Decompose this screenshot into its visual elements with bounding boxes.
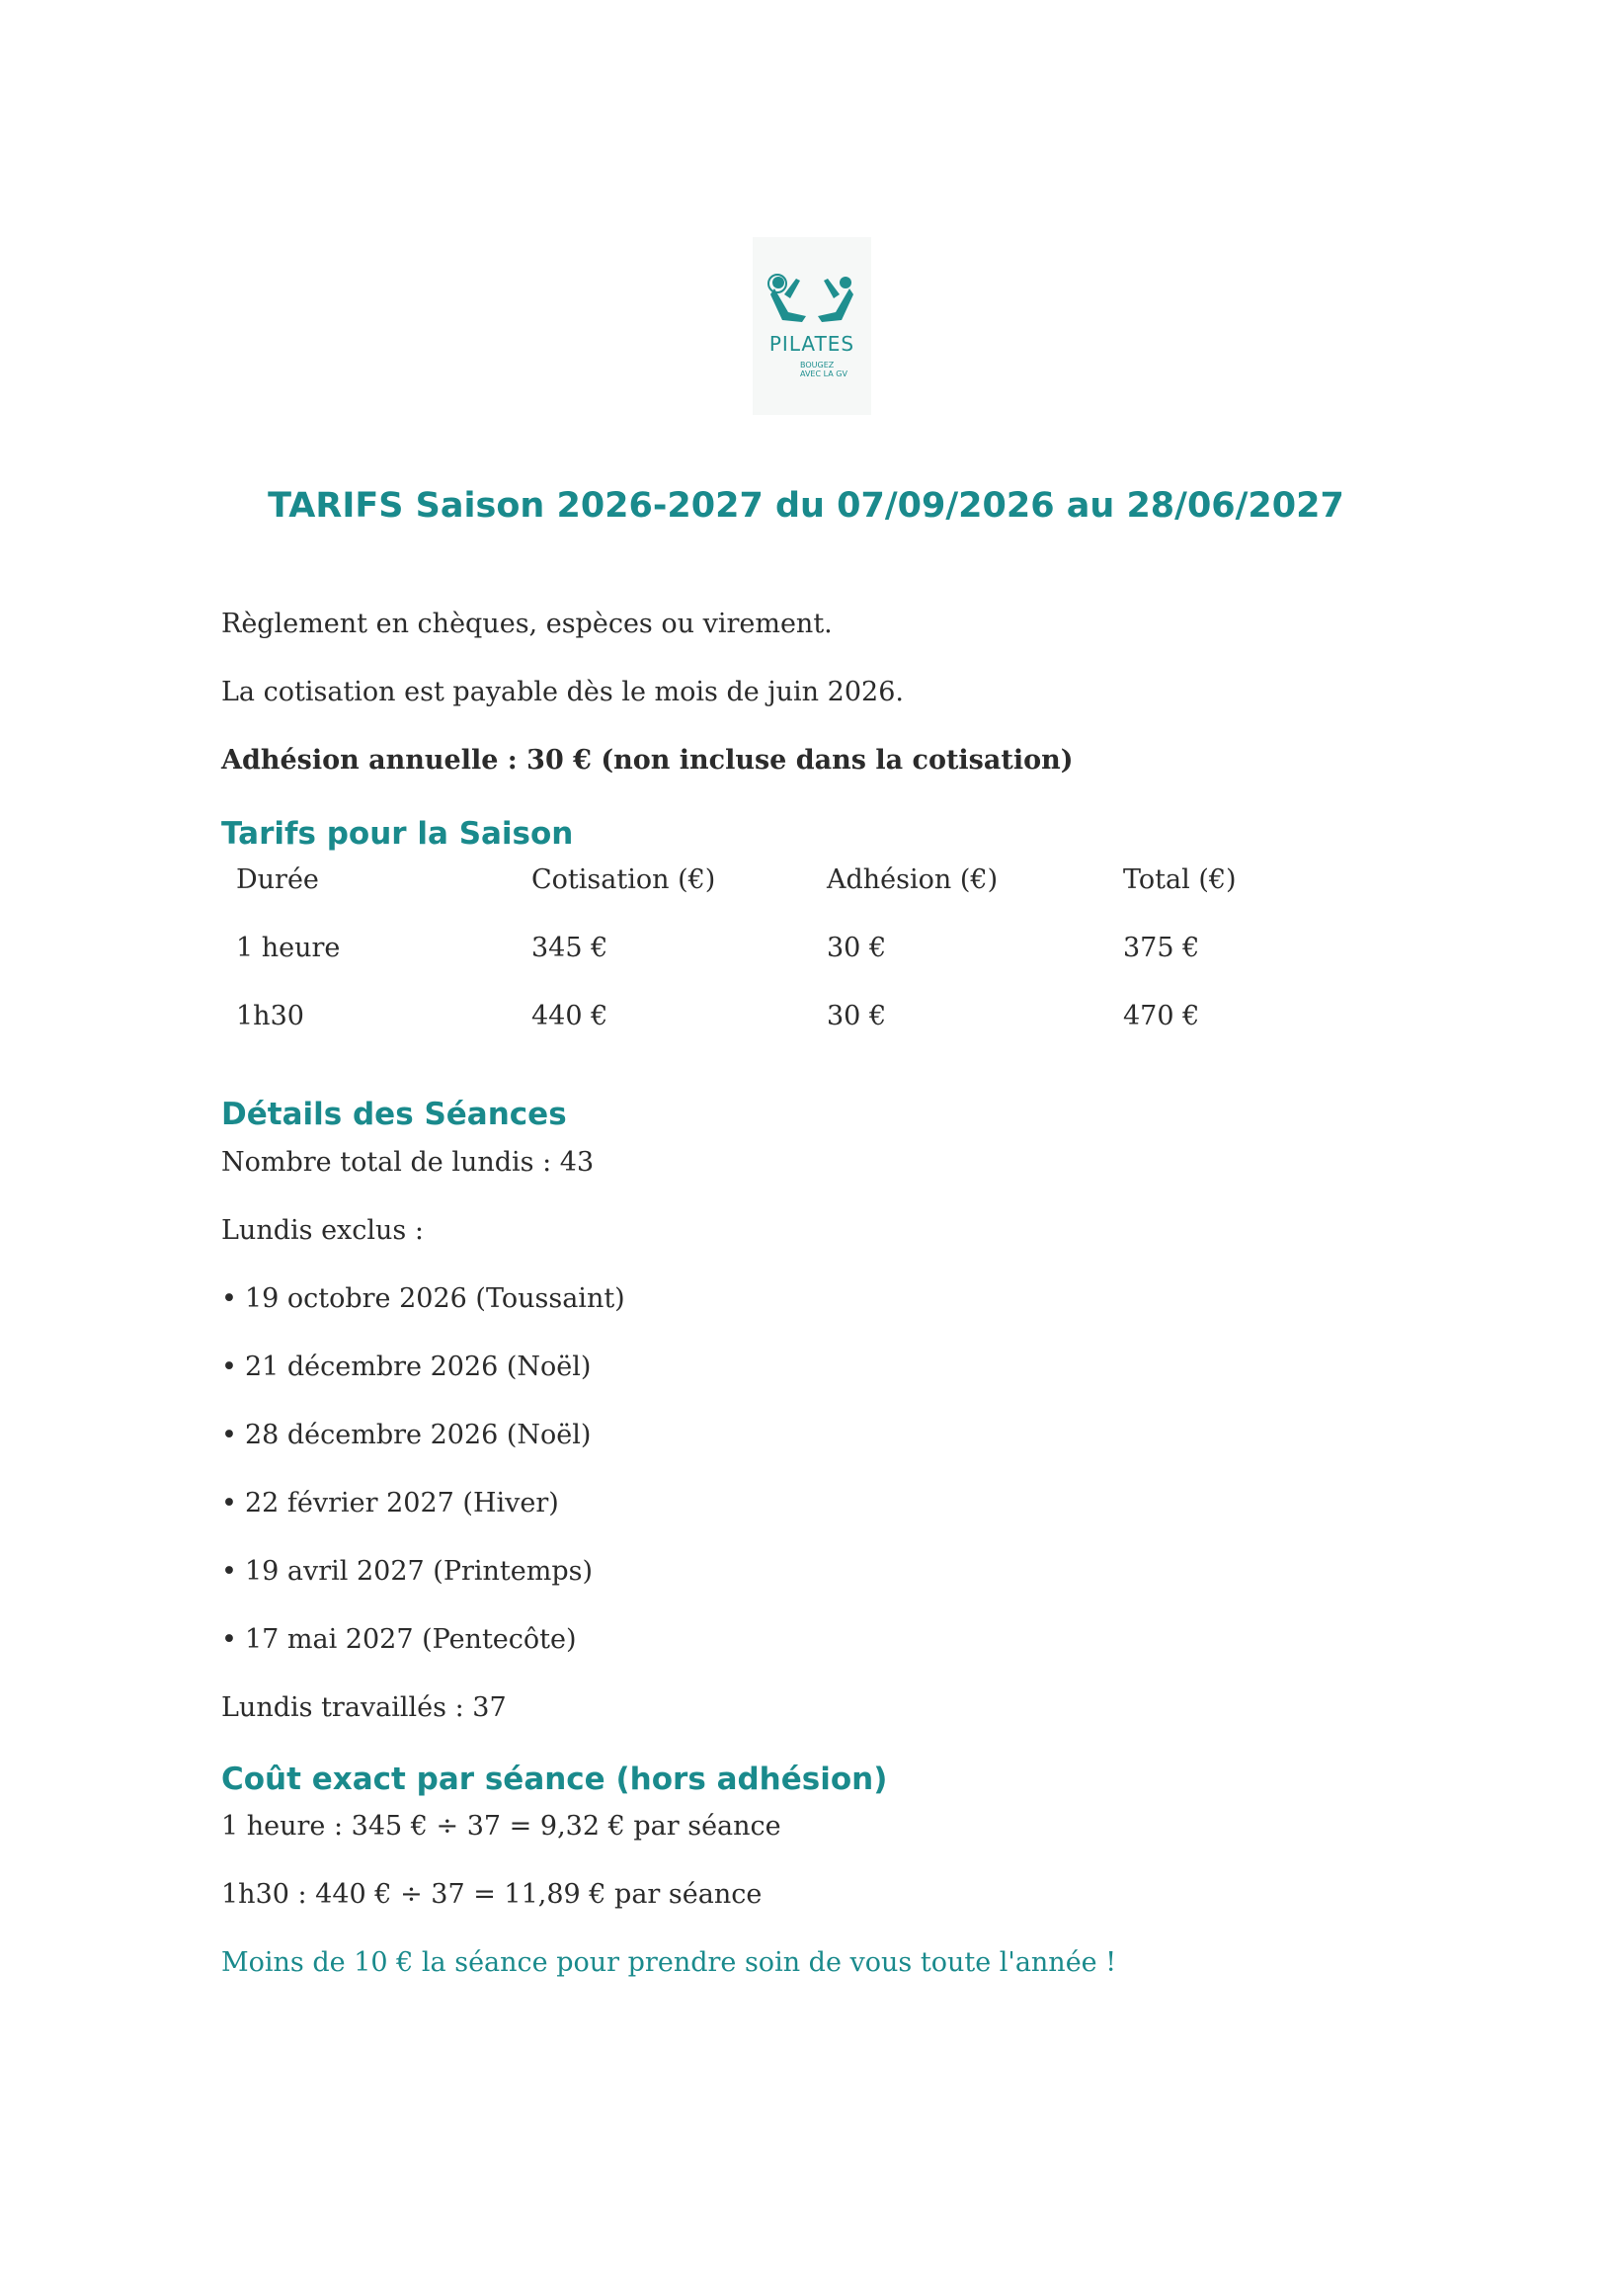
table-cell: 440 €: [531, 1001, 608, 1031]
pilates-logo: [753, 237, 871, 415]
list-item-text: 19 avril 2027 (Printemps): [244, 1556, 594, 1587]
list-item: [221, 1624, 577, 1655]
table-cell: 375 €: [1123, 933, 1200, 963]
payment-info: Règlement en chèques, espèces ou virement.: [221, 609, 833, 639]
table-cell: 30 €: [827, 1001, 887, 1031]
logo-tagline: [800, 361, 859, 378]
cout-heading: Coût exact par séance (hors adhésion): [221, 1762, 888, 1797]
column-header: Total (€): [1123, 864, 1237, 895]
list-item: [221, 1352, 591, 1382]
list-item: [221, 1283, 625, 1314]
due-info: La cotisation est payable dès le mois de juin 2026.: [221, 677, 904, 707]
list-item-text: 21 décembre 2026 (Noël): [244, 1352, 592, 1382]
column-header: Durée: [236, 864, 319, 895]
table-cell: 30 €: [827, 933, 887, 963]
table-cell: 1 heure: [236, 933, 341, 963]
cost-line-1h30: 1h30 : 440 € ÷ 37 = 11,89 € par séance: [221, 1879, 763, 1910]
tarifs-heading: Tarifs pour la Saison: [221, 816, 574, 852]
page-title: TARIFS Saison 2026-2027 du 07/09/2026 au 28/06/2027: [268, 486, 1344, 526]
list-item-text: 19 octobre 2026 (Toussaint): [244, 1283, 625, 1314]
membership-info: Adhésion annuelle : 30 € (non incluse dans la cotisation): [221, 745, 1074, 776]
bullet-icon: •: [221, 1283, 237, 1314]
column-header: Adhésion (€): [827, 864, 999, 895]
cost-line-1h: 1 heure : 345 € ÷ 37 = 9,32 € par séance: [221, 1811, 781, 1842]
list-item-text: 28 décembre 2026 (Noël): [244, 1420, 592, 1450]
list-item: [221, 1488, 559, 1518]
list-item-text: 17 mai 2027 (Pentecôte): [244, 1624, 577, 1655]
bullet-icon: •: [221, 1352, 237, 1382]
logo-brand: PILATES: [768, 332, 855, 356]
list-item: [221, 1556, 593, 1587]
logo-tagline-line: BOUGEZ: [800, 361, 835, 369]
federation-seal-icon: [766, 273, 788, 294]
bullet-icon: •: [221, 1556, 237, 1587]
bullet-icon: •: [221, 1624, 237, 1655]
logo-tagline-line: AVEC LA GV: [800, 369, 847, 378]
table-cell: 470 €: [1123, 1001, 1200, 1031]
excluded-label: Lundis exclus :: [221, 1215, 424, 1246]
list-item-text: 22 février 2027 (Hiver): [244, 1488, 559, 1518]
bullet-icon: •: [221, 1420, 237, 1450]
column-header: Cotisation (€): [531, 864, 716, 895]
bullet-icon: •: [221, 1488, 237, 1518]
list-item: [221, 1420, 591, 1450]
table-cell: 1h30: [236, 1001, 304, 1031]
table-cell: 345 €: [531, 933, 608, 963]
slogan: Moins de 10 € la séance pour prendre soin de vous toute l'année !: [221, 1947, 1117, 1978]
worked-mondays: Lundis travaillés : 37: [221, 1692, 507, 1723]
total-mondays: Nombre total de lundis : 43: [221, 1147, 595, 1178]
seances-heading: Détails des Séances: [221, 1097, 567, 1132]
